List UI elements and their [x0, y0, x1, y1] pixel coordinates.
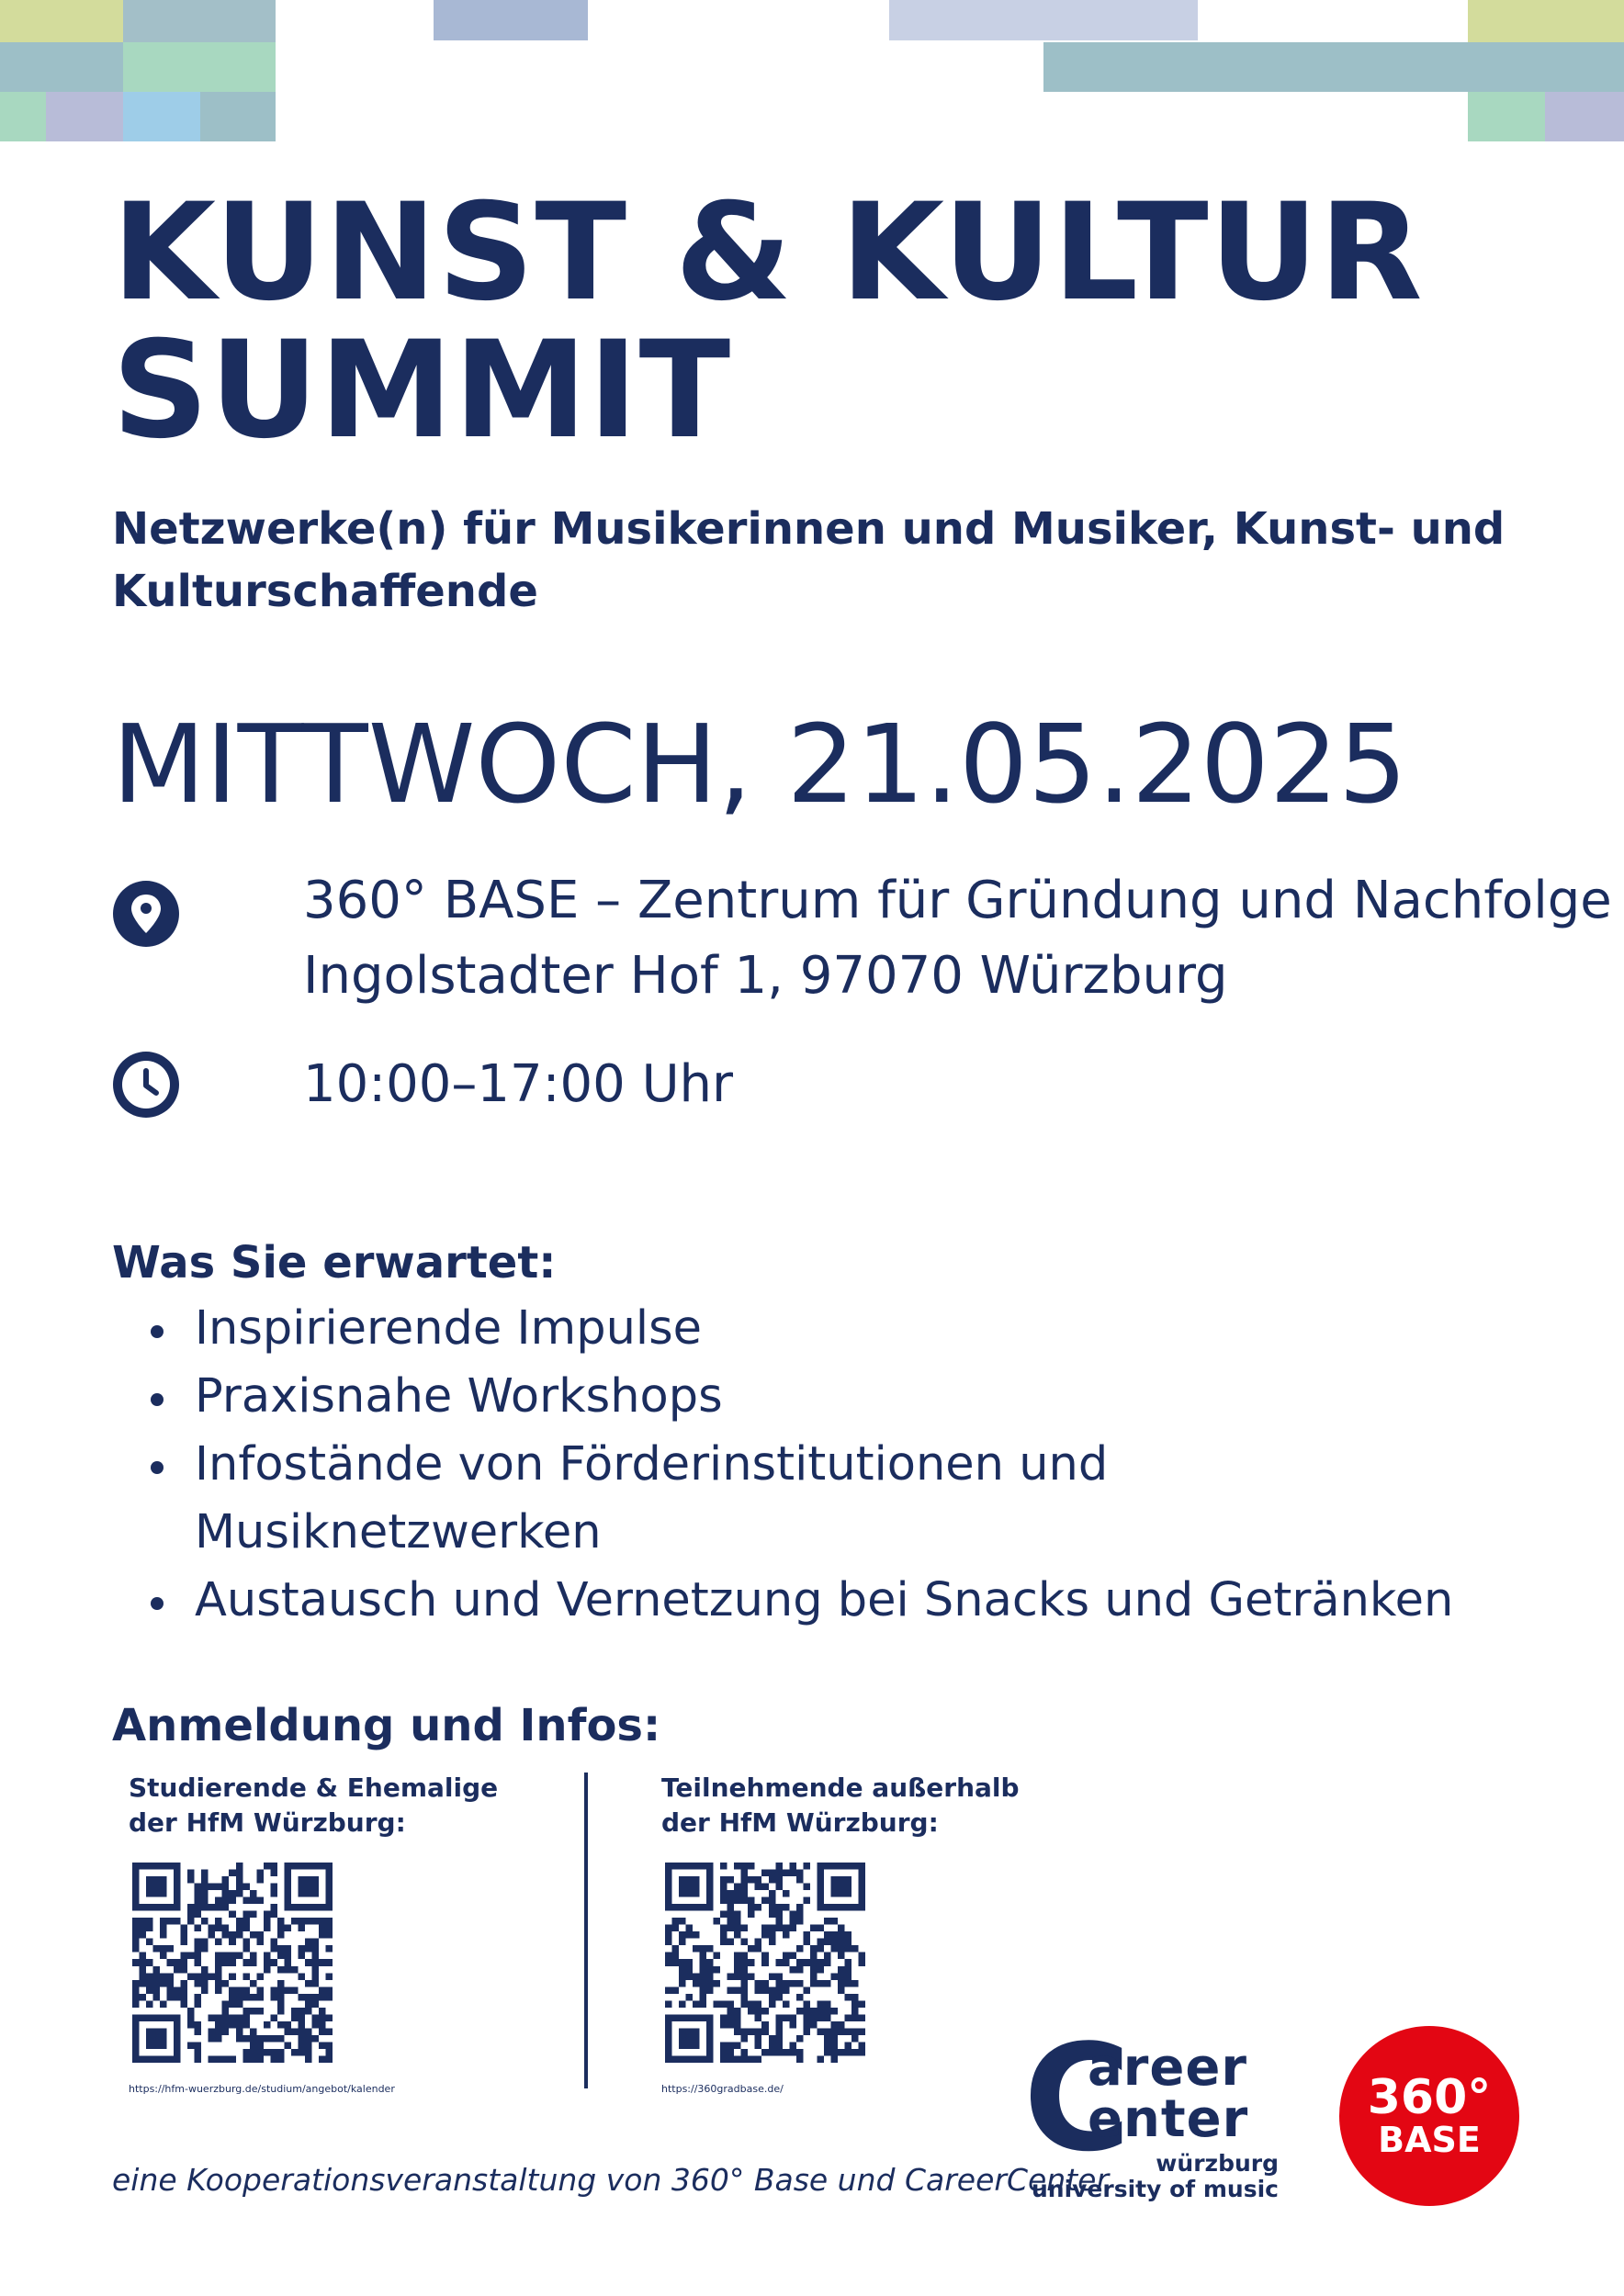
expectations-list: [112, 1295, 1545, 1635]
career-center-logo-line-3: würzburg: [1156, 2150, 1279, 2177]
students-label-line-1: Studierende & Ehemalige: [129, 1773, 499, 1803]
list-item: Austausch und Vernetzung bei Snacks und Getränken: [112, 1567, 1545, 1635]
event-date: MITTWOCH, 21.05.2025: [112, 701, 1408, 827]
qr-code-students[interactable]: [132, 1863, 333, 2063]
external-label: [661, 1771, 1056, 1840]
base-logo-line-1: 360°: [1367, 2070, 1492, 2125]
career-center-logo-line-2: enter: [1088, 2089, 1249, 2149]
decorative-color-tiles: [0, 0, 1624, 147]
career-center-logo: [1023, 2012, 1299, 2204]
qr-code-external[interactable]: [665, 1863, 865, 2063]
career-center-logo-c: C: [1023, 2012, 1132, 2184]
map-pin-icon: [112, 880, 180, 948]
list-item: Infostände von Förderinstitutionen und Musiknetzwerken: [112, 1431, 1168, 1567]
subtitle: Netzwerke(n) für Musikerinnen und Musiker, Kunst- und Kulturschaffende: [112, 503, 1506, 617]
career-center-logo-line-4: university of music: [1031, 2176, 1279, 2202]
external-label-line-2: der HfM Würzburg:: [661, 1807, 939, 1838]
external-url[interactable]: https://360gradbase.de/: [661, 2083, 784, 2095]
base-logo-line-2: BASE: [1378, 2120, 1481, 2160]
event-location: [112, 863, 1612, 1014]
career-center-logo-line-1: areer: [1088, 2038, 1247, 2098]
registration-students: [129, 1771, 524, 2095]
location-line-1: 360° BASE – Zentrum für Gründung und Nachfolge: [303, 871, 1612, 930]
registration-external: [661, 1771, 1056, 2095]
column-divider: [584, 1773, 588, 2088]
list-item: Inspirierende Impulse: [112, 1295, 1545, 1363]
time-text: 10:00–17:00 Uhr: [303, 1054, 734, 1114]
external-label-line-1: Teilnehmende außerhalb: [661, 1773, 1020, 1803]
registration-heading: Anmeldung und Infos:: [112, 1700, 661, 1751]
students-url[interactable]: https://hfm-wuerzburg.de/studium/angebot/kalender: [129, 2083, 395, 2095]
event-time: [112, 1047, 733, 1122]
page-title: [112, 174, 1424, 468]
students-label-line-2: der HfM Würzburg:: [129, 1807, 406, 1838]
title-line-2: SUMMIT: [112, 312, 732, 468]
expectations-heading: Was Sie erwartet:: [112, 1237, 557, 1289]
students-label: [129, 1771, 524, 1840]
list-item: Praxisnahe Workshops: [112, 1363, 1545, 1431]
cooperation-note: eine Kooperationsveranstaltung von 360° Base und CareerCenter: [112, 2162, 1110, 2198]
base-360-logo: [1339, 2026, 1519, 2206]
clock-icon: [112, 1051, 180, 1119]
title-line-1: KUNST & KULTUR: [112, 174, 1424, 331]
location-line-2: Ingolstadter Hof 1, 97070 Würzburg: [303, 946, 1228, 1006]
